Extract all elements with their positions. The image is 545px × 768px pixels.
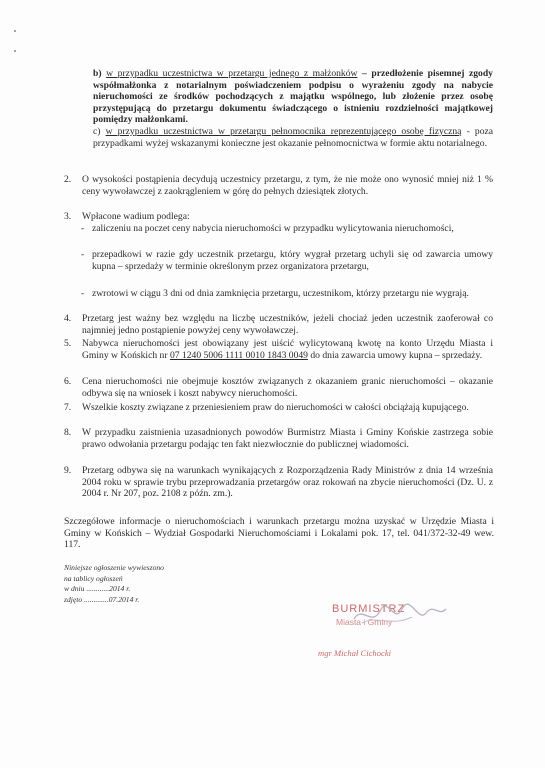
sub-list-item: zaliczeniu na poczet ceny nabycia nieruchomości w przypadku wylicytowania nieruchomości, [92,223,454,234]
payment-text-end: do dnia zawarcia umowy kupna – sprzedaży. [307,349,483,361]
stamp-subtitle: Miasta i Gminy [336,617,393,627]
contact-information: Szczegółowe informacje o nieruchomościach i warunkach przetargu można uzyskać w Urzędzie Miasta i Gminy w Końskich – Wydział Gospodarki Nieruchomościami i Lokalami pok. 17, tel. 041/372-32-49 wew. 117. [64,516,494,551]
point-c [93,126,493,149]
item-number: 2. [64,174,72,185]
point-c-heading: w przypadku uczestnictwa w przetargu pełnomocnika reprezentującego osobę fizyczną [105,126,462,137]
posting-note-line: Niniejsze ogłoszenie wywieszono [64,563,164,572]
sub-list-item: przepadkowi w razie gdy uczestnik przetargu, który wygrał przetarg uchyli się od zawarcia umowy kupna – sprzedaży w terminie określonym przez organizatora przetargu, [92,249,493,272]
point-b-label: b) [93,68,102,79]
sub-item-dash: - [81,249,85,260]
posting-note-line: zdjęto .............07.2014 r. [64,594,140,604]
payment-text: Nabywca nieruchomości jest obowiązany jest uiścić wylicytowaną kwotę na konto Urzędu Miasta i Gminy w Końskich nr [82,338,493,361]
point-c-label: c) [93,126,101,137]
official-stamp [322,597,452,637]
list-item: W przypadku zaistnienia uzasadnionych powodów Burmistrz Miasta i Gminy Końskie zastrzega sobie prawo odwołania przetargu podając ten fakt niezwłocznie do publicznej wiadomości. [82,427,493,450]
list-item: Wpłacone wadium podlega: [82,211,190,222]
signatory-name: mgr Michał Cichocki [318,648,392,658]
item-number: 4. [64,313,72,324]
posting-note [64,563,164,605]
sub-item-dash: - [81,288,85,299]
list-item: Wszelkie koszty związane z przeniesieniem praw do nieruchomości w całości obciążają kupującego. [82,402,469,413]
signature-scribble [322,597,452,637]
list-item: Przetarg jest ważny bez względu na liczbę uczestników, jeżeli chociaż jeden uczestnik zaoferował co najmniej jedno postąpienie powyżej ceny wywoławczej. [82,313,493,336]
item-number: 9. [64,465,72,476]
bank-account-number: 07 1240 5006 1111 0010 1843 0049 [169,349,308,361]
posting-note-line: na tablicy ogłoszeń [64,573,123,583]
scan-mark [14,50,16,52]
item-number: 7. [64,402,72,413]
sub-list-item: zwrotowi w ciągu 3 dni od dnia zamknięcia przetargu, uczestnikom, którzy przetargu nie wygrają. [92,288,469,299]
list-item: Przetarg odbywa się na warunkach wynikających z Rozporządzenia Rady Ministrów z dnia 14 września 2004 roku w sprawie trybu przeprowadzania przetargów oraz rokowań na zbycie nieruchomości (Dz. U. z 2004 r. Nr 207, poz. 2108 z późn. zm.). [82,465,493,500]
point-b-paragraph [93,68,493,126]
list-item: Cena nieruchomości nie obejmuje kosztów związanych z okazaniem granic nieruchomości – okazanie odbywa się na wniosek i koszt nabywcy nieruchomości. [82,376,493,399]
posting-note-line: w dniu ............2014 r. [64,584,131,594]
item-number: 6. [64,376,72,387]
item-number: 5. [64,338,72,349]
point-b [93,68,493,126]
point-c-text: - poza przypadkami wyżej wskazanymi konieczne jest okazanie pełnomocnictwa w formie aktu notarialnego. [93,126,494,149]
point-b-text: – przedłożenie pisemnej zgody współmałżonka z notarialnym poświadczeniem podpisu o wyrażeniu zgody na nabycie nieruchomości ze środków pochodzących z majątku wspólnego, lub złożenie przez osobę przystępującą do przetargu dokumentu świadczącego o istnieniu rozdzielności majątkowej pomiędzy małżonkami. [93,68,493,126]
list-item [82,338,493,361]
item-number: 3. [64,211,72,222]
sub-item-dash: - [81,223,85,234]
stamp-title: BURMISTRZ [332,603,406,615]
point-b-heading: w przypadku uczestnictwa w przetargu jednego z małżonków [106,68,358,79]
item-number: 8. [64,427,72,438]
scan-mark [14,30,16,32]
point-c-paragraph [93,126,493,149]
list-item: O wysokości postąpienia decydują uczestnicy przetargu, z tym, że nie może ono wynosić mniej niż 1 % ceny wywoławczej z zaokrągleniem w górę do pełnych dziesiątek złotych. [82,174,493,197]
